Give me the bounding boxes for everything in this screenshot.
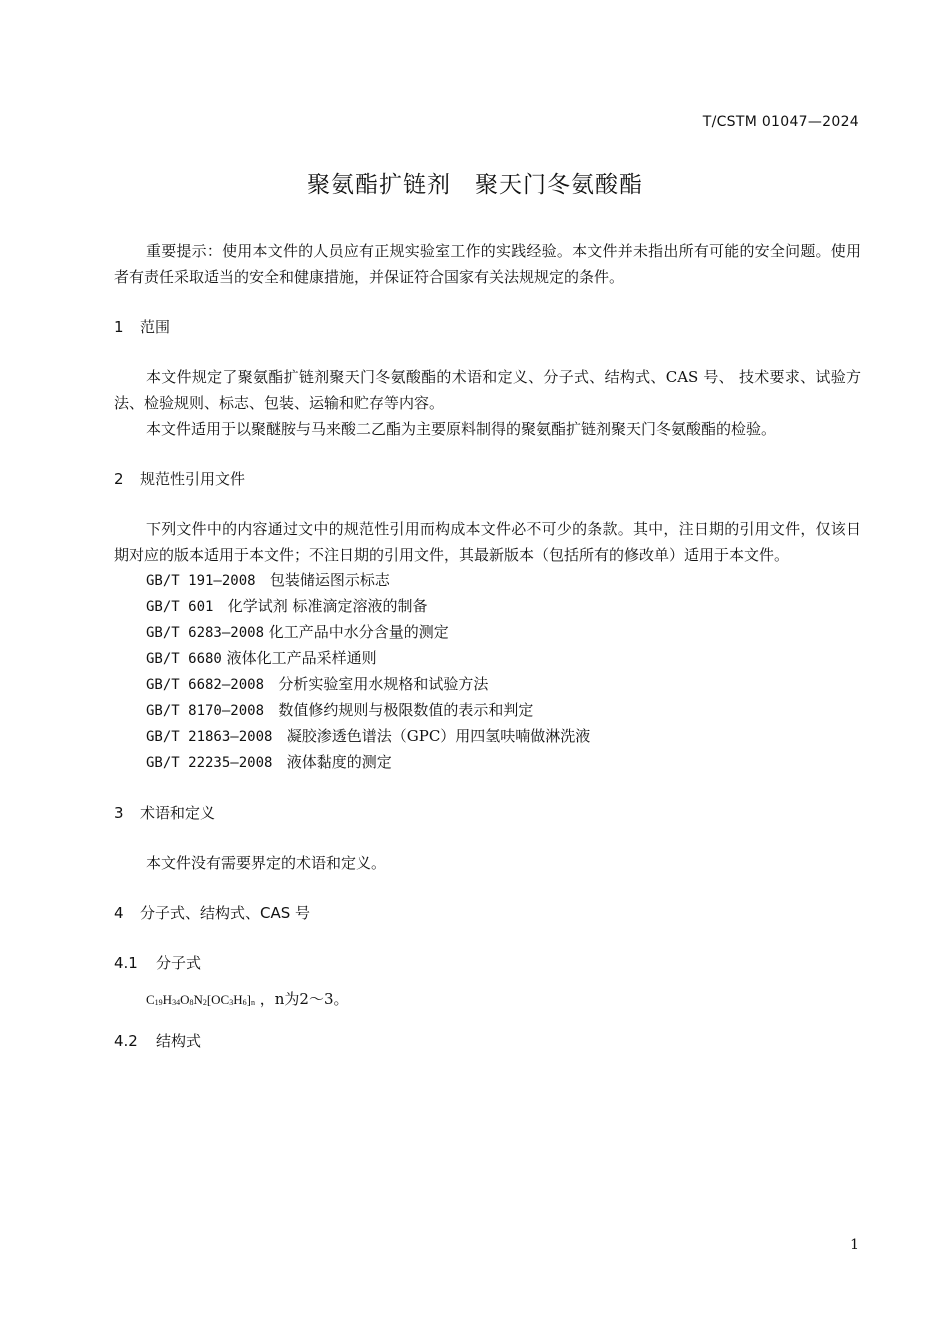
reference-item: GB/T 21863—2008 凝胶渗透色谱法（GPC）用四氢呋喃做淋洗液 [146,727,591,745]
document-title: 聚氨酯扩链剂 聚天门冬氨酸酯 [307,172,643,198]
scope-paragraph: 本文件适用于以聚醚胺与马来酸二乙酯为主要原料制得的聚氨酯扩链剂聚天门冬氨酸酯的检验。 [146,420,777,438]
section-heading-normative-references: 2 规范性引用文件 [114,470,246,488]
subsection-heading-molecular-formula: 4.1 分子式 [114,954,202,972]
normative-intro-paragraph: 下列文件中的内容通过文中的规范性引用而构成本文件必不可少的条款。其中，注日期的引用文件，仅该日期对应的版本适用于本文件；不注日期的引用文件，其最新版本（包括所有的修改单）适用于本文件。 [114,520,861,564]
section-heading-terms: 3 术语和定义 [114,804,216,822]
reference-item: GB/T 22235—2008 液体黏度的测定 [146,753,392,771]
section-heading-formula: 4 分子式、结构式、CAS 号 [114,904,311,922]
document-body [114,238,861,1054]
terms-paragraph: 本文件没有需要界定的术语和定义。 [146,854,387,872]
subsection-heading-structural-formula: 4.2 结构式 [114,1032,202,1050]
page-number: 1 [850,1237,859,1253]
safety-notice: 重要提示：使用本文件的人员应有正规实验室工作的实践经验。本文件并未指出所有可能的安全问题。使用者有责任采取适当的安全和健康措施，并保证符合国家有关法规规定的条件。 [114,242,861,286]
reference-item: GB/T 6682—2008 分析实验室用水规格和试验方法 [146,675,489,693]
scope-paragraph: 本文件规定了聚氨酯扩链剂聚天门冬氨酸酯的术语和定义、分子式、结构式、CAS 号、 技术要求、试验方法、检验规则、标志、包装、运输和贮存等内容。 [114,368,861,412]
document-code: T/CSTM 01047—2024 [702,114,859,130]
reference-item: GB/T 6680 液体化工产品采样通则 [146,649,377,667]
reference-item: GB/T 6283—2008 化工产品中水分含量的测定 [146,623,449,641]
reference-item: GB/T 8170—2008 数值修约规则与极限数值的表示和判定 [146,701,534,719]
section-heading-scope: 1 范围 [114,318,171,336]
reference-item: GB/T 601 化学试剂 标准滴定溶液的制备 [146,597,428,615]
molecular-formula: $C_{19}H_{34}O_8N_2[OC_3H_6]_n$ ，n为2～3。 [146,990,349,1008]
reference-item: GB/T 191—2008 包装储运图示标志 [146,571,390,589]
